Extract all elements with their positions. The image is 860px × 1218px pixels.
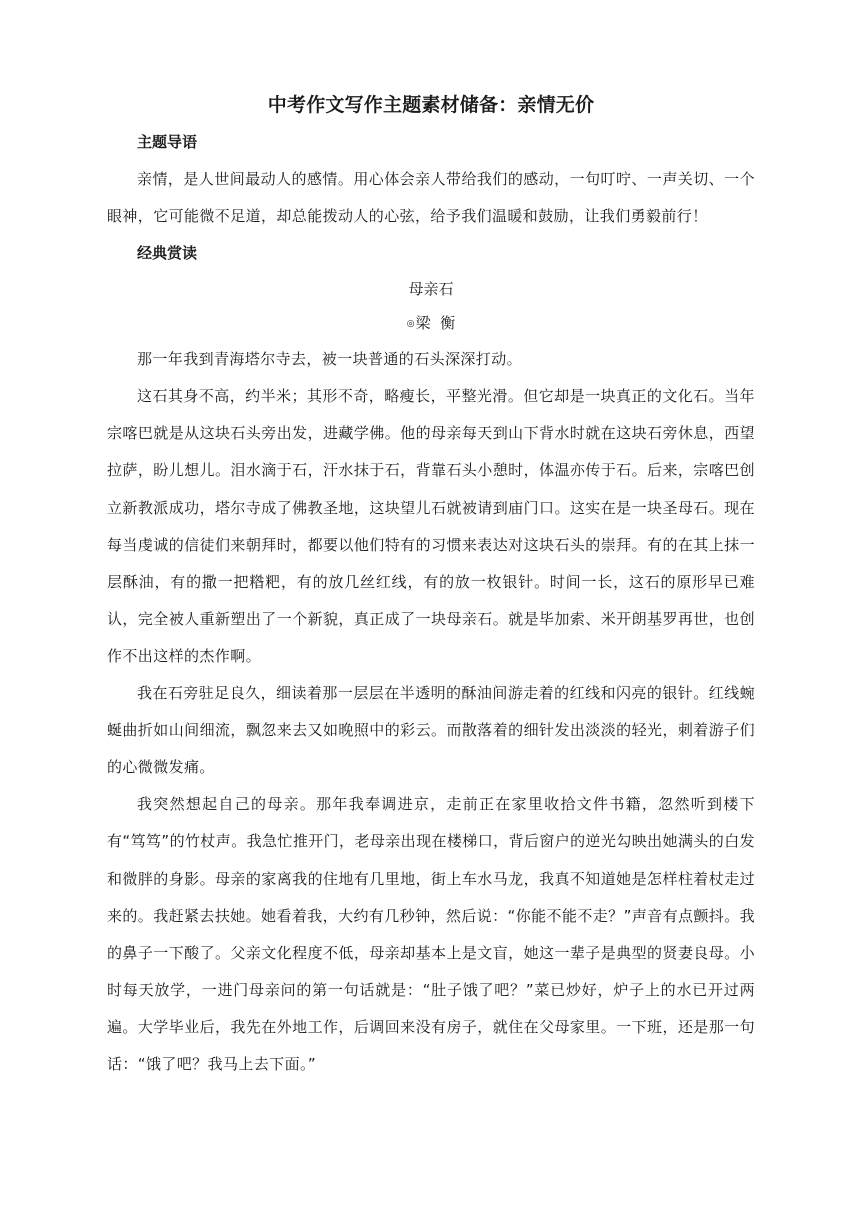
section-heading-intro: 主题导语 bbox=[137, 133, 198, 151]
article-paragraph-2: 这石其身不高，约半米；其形不奇，略瘦长，平整光滑。但它却是一块真正的文化石。当年宗喀巴就是从这块石头旁出发，进藏学佛。他的母亲每天到山下背水时就在这块石旁休息，西望拉萨，盼儿想儿。泪水滴于石，汗水抹于石，背靠石头小憩时，体温亦传于石。后来，宗喀巴创立新教派成功，塔尔寺成了佛教圣地，这块望儿石就被请到庙门口。这实在是一块圣母石。现在每当虔诚的信徒们来朝拜时，都要以他们特有的习惯来表达对这块石头的崇拜。有的在其上抹一层酥油，有的撒一把糌粑，有的放几丝红线，有的放一枚银针。时间一长，这石的原形早已难认，完全被人重新塑出了一个新貌，真正成了一块母亲石。就是毕加索、米开朗基罗再世，也创作不出这样的杰作啊。 bbox=[107, 387, 755, 665]
article-paragraph-1: 那一年我到青海塔尔寺去，被一块普通的石头深深打动。 bbox=[137, 350, 523, 369]
section-heading-reading: 经典赏读 bbox=[137, 244, 198, 263]
byline-circle-mark: ◎ bbox=[406, 319, 415, 330]
author-name: 梁 衡 bbox=[415, 314, 456, 333]
article-title: 母亲石 bbox=[408, 280, 454, 299]
intro-paragraph: 亲情，是人世间最动人的感情。用心体会亲人带给我们的感动，一句叮咛、一声关切、一个眼神，它可能微不足道，却总能拨动人的心弦，给予我们温暖和鼓励，让我们勇毅前行！ bbox=[107, 170, 755, 226]
document-page bbox=[107, 88, 755, 1083]
article-paragraph-4: 我突然想起自己的母亲。那年我奉调进京，走前正在家里收拾文件书籍，忽然听到楼下有“笃笃”的竹杖声。我急忙推开门，老母亲出现在楼梯口，背后窗户的逆光勾映出她满头的白发和微胖的身影。母亲的家离我的住地有几里地，街上车水马龙，我真不知道她是怎样柱着杖走过来的。我赶紧去扶她。她看着我，大约有几秒钟，然后说：“你能不能不走？”声音有点颤抖。我的鼻子一下酸了。父亲文化程度不低，母亲却基本上是文盲，她这一辈子是典型的贤妻良母。小时每天放学，一进门母亲问的第一句话就是：“肚子饿了吧？”菜已炒好，炉子上的水已开过两遍。大学毕业后，我先在外地工作，后调回来没有房子，就住在父母家里。一下班，还是那一句话：“饿了吧？我马上去下面。” bbox=[107, 795, 755, 1073]
document-title: 中考作文写作主题素材储备：亲情无价 bbox=[267, 94, 595, 116]
article-paragraph-3: 我在石旁驻足良久，细读着那一层层在半透明的酥油间游走着的红线和闪亮的银针。红线蜿蜒曲折如山间细流，飘忽来去又如晚照中的彩云。而散落着的细针发出淡淡的轻光，刺着游子们的心微微发痛。 bbox=[107, 684, 755, 777]
article-byline bbox=[107, 306, 755, 341]
